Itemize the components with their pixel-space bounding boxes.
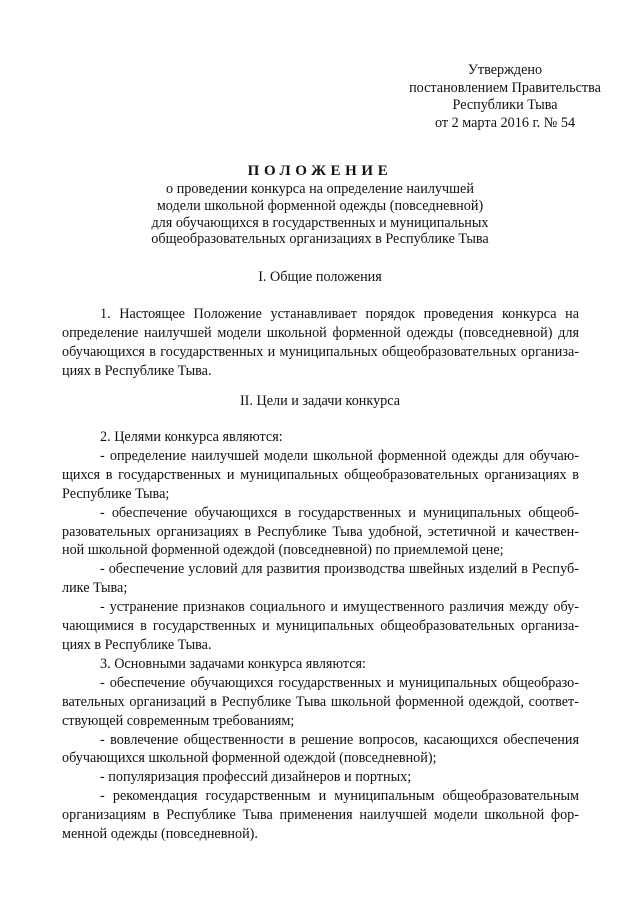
list-item-line: - определение наилучшей модели школьной форменной одежды для обучаю- — [100, 447, 579, 464]
list-item-line: Республике Тыва; — [62, 485, 170, 502]
approval-line: от 2 марта 2016 г. № 54 — [434, 114, 576, 131]
subtitle-line: модели школьной форменной одежды (повседневной) — [156, 197, 484, 214]
list-item-line: - вовлечение общественности в решение вопросов, касающихся обеспечения — [100, 731, 579, 748]
section-2-heading: II. Цели и задачи конкурса — [239, 393, 401, 409]
list-item-line: - популяризация профессий дизайнеров и портных; — [100, 769, 412, 786]
section-1-body — [62, 305, 579, 381]
list-item-line: разовательных организациях в Республике Тыва удобной, эстетичной и качествен- — [62, 523, 579, 540]
list-item-line: - рекомендация государственным и муниципальным общеобразовательным — [100, 788, 579, 805]
list-item-line: - обеспечение обучающихся в государственных и муниципальных общеоб- — [100, 504, 579, 521]
approval-line: Утверждено — [467, 62, 543, 78]
list-item-line: лике Тыва; — [62, 580, 128, 597]
list-item-line: организациям в Республике Тыва применения наилучшей модели школьной фор- — [62, 807, 579, 824]
subtitle-line: общеобразовательных организациях в Республике Тыва — [151, 231, 489, 248]
list-item-line: - устранение признаков социального и имущественного различия между обу- — [100, 599, 579, 616]
subtitle-line: о проведении конкурса на определение наилучшей — [166, 181, 474, 197]
list-item-line: менной одежды (повседневной). — [62, 826, 258, 843]
document-subtitle — [0, 181, 640, 248]
list-item-line: щихся в государственных и муниципальных общеобразовательных организациях в — [62, 466, 579, 483]
approval-line: постановлением Правительства — [409, 79, 601, 96]
list-item-line: - обеспечение условий для развития производства швейных изделий в Респуб- — [100, 561, 579, 578]
list-item-line: ной школьной форменной одеждой (повседневной) по приемлемой цене; — [62, 542, 504, 559]
paragraph-line: определение наилучшей модели школьной форменной одежды (повседневной) для — [62, 324, 579, 341]
document-title: ПОЛОЖЕНИЕ — [247, 163, 393, 179]
list-item-line: - обеспечение обучающихся государственных и муниципальных общеобразо- — [100, 674, 579, 691]
section-1-heading: I. Общие положения — [258, 269, 382, 285]
approval-line: Республики Тыва — [452, 97, 558, 113]
section-2-body — [62, 428, 579, 844]
list-item-line: обучающихся школьной форменной одеждой (повседневной); — [62, 750, 437, 767]
subtitle-line: для обучающихся в государственных и муниципальных — [151, 214, 489, 231]
paragraph-line: 2. Целями конкурса являются: — [100, 429, 283, 445]
paragraph-line: циях в Республике Тыва. — [62, 362, 212, 379]
list-item-line: чающимися в государственных и муниципальных общеобразовательных организа- — [62, 618, 579, 635]
paragraph-line: обучающихся в государственных и муниципальных общеобразовательных организа- — [62, 343, 579, 360]
paragraph-line: 3. Основными задачами конкурса являются: — [100, 655, 367, 672]
paragraph-line: 1. Настоящее Положение устанавливает порядок проведения конкурса на — [100, 306, 579, 322]
list-item-line: циях в Республике Тыва. — [62, 636, 212, 653]
list-item-line: ствующей современным требованиям; — [62, 712, 295, 729]
list-item-line: вательных организаций в Республике Тыва школьной форменной одеждой, соответ- — [62, 693, 579, 710]
approval-stamp — [395, 62, 615, 132]
